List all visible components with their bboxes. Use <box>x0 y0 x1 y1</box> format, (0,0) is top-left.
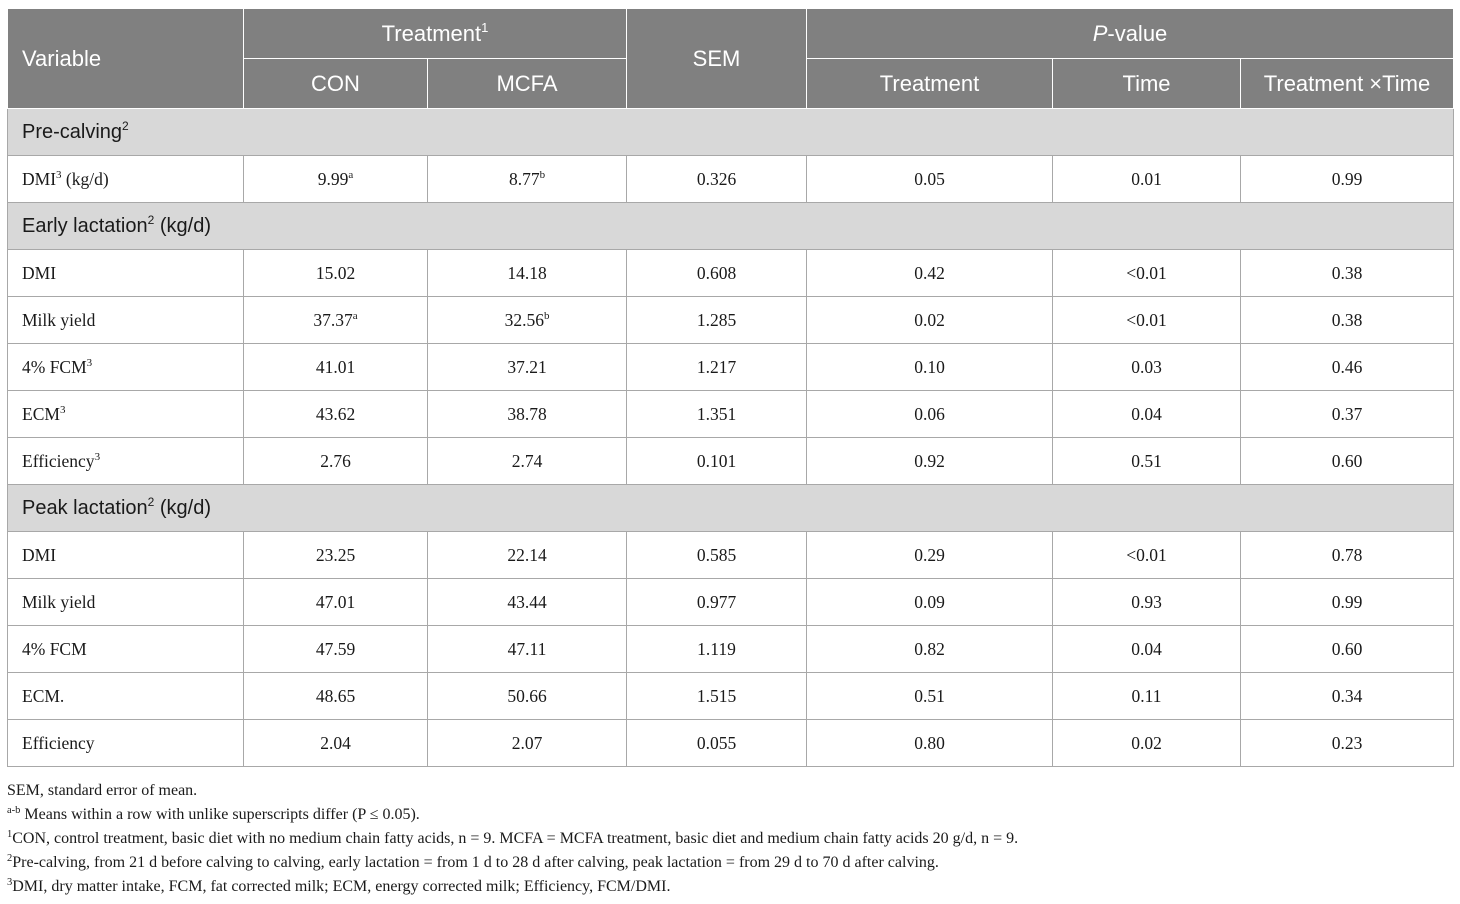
footnote-text: Pre-calving, from 21 d before calving to calving, early lactation = from 1 d to 28 d after calving, peak lactation = from 29 d to 70 d after calving. <box>12 854 939 871</box>
header-treatment-text: Treatment <box>381 20 482 46</box>
row-label <box>8 673 244 720</box>
cell-sem: 0.585 <box>627 532 807 579</box>
cell-mcfa-value: 47.11 <box>507 638 547 659</box>
cell-con <box>244 438 428 485</box>
cell-p-treatment: 0.10 <box>807 344 1053 391</box>
cell-con-value: 47.59 <box>315 638 356 659</box>
cell-p-time: 0.03 <box>1053 344 1241 391</box>
cell-sem: 0.326 <box>627 156 807 203</box>
table-row <box>8 156 1454 203</box>
cell-p-treatment: 0.80 <box>807 720 1053 767</box>
cell-mcfa-value: 32.56 <box>504 309 544 330</box>
cell-con-value: 37.37 <box>313 309 353 330</box>
row-label <box>8 532 244 579</box>
cell-mcfa <box>428 438 627 485</box>
cell-p-time: 0.93 <box>1053 579 1241 626</box>
footnote-text: DMI, dry matter intake, FCM, fat corrected milk; ECM, energy corrected milk; Efficiency, FCM/DMI. <box>12 878 671 895</box>
section-title-sup: 2 <box>147 212 155 227</box>
cell-sem: 1.285 <box>627 297 807 344</box>
cell-sem: 0.977 <box>627 579 807 626</box>
footnote-marker: a-b <box>7 805 21 816</box>
header-pvalue <box>807 9 1454 59</box>
row-label-text: 4% FCM <box>22 356 87 377</box>
header-pvalue-rest: -value <box>1107 20 1168 46</box>
cell-con <box>244 156 428 203</box>
cell-con-value: 9.99 <box>317 168 349 189</box>
cell-sem: 1.351 <box>627 391 807 438</box>
cell-mcfa <box>428 391 627 438</box>
cell-p-time: <0.01 <box>1053 250 1241 297</box>
row-label <box>8 391 244 438</box>
cell-mcfa-sup: b <box>543 309 550 322</box>
cell-p-interaction: 0.78 <box>1241 532 1454 579</box>
cell-sem: 0.055 <box>627 720 807 767</box>
cell-mcfa-value: 2.07 <box>511 732 543 753</box>
cell-p-treatment: 0.02 <box>807 297 1053 344</box>
cell-con-value: 15.02 <box>315 262 356 283</box>
cell-mcfa <box>428 297 627 344</box>
section-title-suffix: (kg/d) <box>154 496 212 519</box>
cell-con-sup: a <box>352 309 358 322</box>
cell-con-value: 47.01 <box>315 591 356 612</box>
cell-p-time: <0.01 <box>1053 532 1241 579</box>
cell-sem: 1.119 <box>627 626 807 673</box>
section-title <box>8 485 1454 532</box>
cell-sem: 1.515 <box>627 673 807 720</box>
section-title-text: Early lactation <box>22 214 148 237</box>
row-label-text: ECM <box>22 403 60 424</box>
footnote-text: Means within a row with unlike superscripts differ (P ≤ 0.05). <box>20 806 420 823</box>
data-table <box>7 8 1454 767</box>
cell-p-treatment: 0.29 <box>807 532 1053 579</box>
cell-p-treatment: 0.05 <box>807 156 1053 203</box>
cell-p-treatment: 0.09 <box>807 579 1053 626</box>
header-mcfa: MCFA <box>428 59 627 109</box>
cell-p-time: <0.01 <box>1053 297 1241 344</box>
cell-con <box>244 626 428 673</box>
table-row <box>8 250 1454 297</box>
cell-p-time: 0.01 <box>1053 156 1241 203</box>
cell-p-interaction: 0.60 <box>1241 438 1454 485</box>
table-header <box>8 9 1454 109</box>
table-row <box>8 438 1454 485</box>
row-label-sup: 3 <box>86 356 93 369</box>
header-row-1 <box>8 9 1454 59</box>
cell-p-interaction: 0.23 <box>1241 720 1454 767</box>
cell-mcfa-value: 14.18 <box>507 262 547 283</box>
table-row <box>8 344 1454 391</box>
section-title-sup: 2 <box>147 494 155 509</box>
table-row <box>8 720 1454 767</box>
row-label <box>8 626 244 673</box>
footnote-marker: 1 <box>7 829 13 840</box>
cell-mcfa <box>428 626 627 673</box>
table-row <box>8 673 1454 720</box>
cell-con-value: 41.01 <box>315 356 356 377</box>
cell-p-treatment: 0.06 <box>807 391 1053 438</box>
cell-mcfa-value: 2.74 <box>511 450 543 471</box>
row-label <box>8 250 244 297</box>
cell-mcfa <box>428 579 627 626</box>
cell-mcfa-value: 43.44 <box>507 591 547 612</box>
cell-mcfa-value: 8.77 <box>508 168 540 189</box>
cell-p-interaction: 0.46 <box>1241 344 1454 391</box>
row-label-text: DMI <box>22 168 57 189</box>
footnote <box>7 803 1453 827</box>
header-p-interaction: Treatment ×Time <box>1241 59 1454 109</box>
row-label-text: Efficiency <box>22 450 95 471</box>
header-treatment <box>244 9 627 59</box>
cell-con <box>244 720 428 767</box>
footnote <box>7 827 1453 851</box>
cell-con <box>244 673 428 720</box>
cell-mcfa <box>428 673 627 720</box>
cell-mcfa <box>428 720 627 767</box>
footnote-marker: 2 <box>7 853 13 864</box>
cell-p-treatment: 0.92 <box>807 438 1053 485</box>
row-label-suffix: (kg/d) <box>61 168 109 189</box>
row-label-sup: 3 <box>59 403 66 416</box>
cell-p-time: 0.51 <box>1053 438 1241 485</box>
row-label <box>8 579 244 626</box>
cell-p-interaction: 0.99 <box>1241 156 1454 203</box>
cell-con-sup: a <box>348 168 354 181</box>
row-label <box>8 720 244 767</box>
section-title-sup: 2 <box>122 118 129 133</box>
cell-p-treatment: 0.42 <box>807 250 1053 297</box>
section-row <box>8 485 1454 532</box>
row-label-text: Efficiency <box>22 732 95 753</box>
cell-con-value: 48.65 <box>315 685 356 706</box>
cell-mcfa <box>428 532 627 579</box>
cell-con <box>244 579 428 626</box>
section-title-text: Pre-calving <box>22 120 123 143</box>
row-label-text: DMI <box>22 544 57 565</box>
header-p-treatment: Treatment <box>807 59 1053 109</box>
footnote-text: SEM, standard error of mean. <box>7 782 198 799</box>
row-label-text: Milk yield <box>22 309 96 330</box>
section-title <box>8 203 1454 250</box>
cell-p-interaction: 0.38 <box>1241 297 1454 344</box>
cell-con <box>244 391 428 438</box>
cell-mcfa-value: 37.21 <box>507 356 547 377</box>
section-title <box>8 109 1454 156</box>
cell-con <box>244 532 428 579</box>
header-variable: Variable <box>8 9 244 109</box>
footnote-text: CON, control treatment, basic diet with no medium chain fatty acids, n = 9. MCFA = MCFA treatment, basic diet and medium chain fatty acids 20 g/d, n = 9. <box>12 830 1019 847</box>
header-p-time: Time <box>1053 59 1241 109</box>
footnote-marker: 3 <box>7 877 13 888</box>
cell-p-interaction: 0.37 <box>1241 391 1454 438</box>
footnote <box>7 851 1453 875</box>
table-row <box>8 579 1454 626</box>
header-pvalue-p: P <box>1092 20 1108 46</box>
cell-con-value: 43.62 <box>315 403 356 424</box>
row-label-sup: 3 <box>94 450 101 463</box>
cell-mcfa <box>428 156 627 203</box>
cell-mcfa <box>428 250 627 297</box>
table-row <box>8 532 1454 579</box>
row-label-text: 4% FCM <box>22 638 87 659</box>
row-label <box>8 344 244 391</box>
row-label-text: Milk yield <box>22 591 96 612</box>
footnote <box>7 779 1453 803</box>
table-body <box>8 109 1454 767</box>
footnotes <box>7 779 1453 899</box>
header-treatment-sup: 1 <box>481 19 489 35</box>
cell-sem: 0.608 <box>627 250 807 297</box>
table-row <box>8 297 1454 344</box>
cell-con-value: 2.04 <box>320 732 351 753</box>
section-title-text: Peak lactation <box>22 496 148 519</box>
cell-p-time: 0.02 <box>1053 720 1241 767</box>
cell-con-value: 2.76 <box>320 450 351 471</box>
cell-sem: 1.217 <box>627 344 807 391</box>
row-label-text: DMI <box>22 262 57 283</box>
footnote <box>7 875 1453 899</box>
table-row <box>8 626 1454 673</box>
cell-mcfa-sup: b <box>539 168 546 181</box>
cell-mcfa-value: 38.78 <box>507 403 547 424</box>
header-sem: SEM <box>627 9 807 109</box>
table-row <box>8 391 1454 438</box>
row-label <box>8 438 244 485</box>
cell-sem: 0.101 <box>627 438 807 485</box>
cell-mcfa <box>428 344 627 391</box>
cell-con <box>244 250 428 297</box>
cell-p-treatment: 0.51 <box>807 673 1053 720</box>
cell-p-interaction: 0.60 <box>1241 626 1454 673</box>
cell-p-interaction: 0.34 <box>1241 673 1454 720</box>
row-label-text: ECM. <box>22 685 65 706</box>
cell-p-treatment: 0.82 <box>807 626 1053 673</box>
cell-p-time: 0.11 <box>1053 673 1241 720</box>
cell-p-interaction: 0.38 <box>1241 250 1454 297</box>
row-label <box>8 156 244 203</box>
cell-con <box>244 344 428 391</box>
section-row <box>8 109 1454 156</box>
row-label-sup: 3 <box>56 168 62 181</box>
section-row <box>8 203 1454 250</box>
header-con: CON <box>244 59 428 109</box>
cell-p-time: 0.04 <box>1053 391 1241 438</box>
cell-mcfa-value: 50.66 <box>507 685 547 706</box>
cell-con-value: 23.25 <box>315 544 356 565</box>
cell-p-interaction: 0.99 <box>1241 579 1454 626</box>
row-label <box>8 297 244 344</box>
cell-p-time: 0.04 <box>1053 626 1241 673</box>
section-title-suffix: (kg/d) <box>154 214 211 237</box>
cell-con <box>244 297 428 344</box>
cell-mcfa-value: 22.14 <box>507 544 547 565</box>
